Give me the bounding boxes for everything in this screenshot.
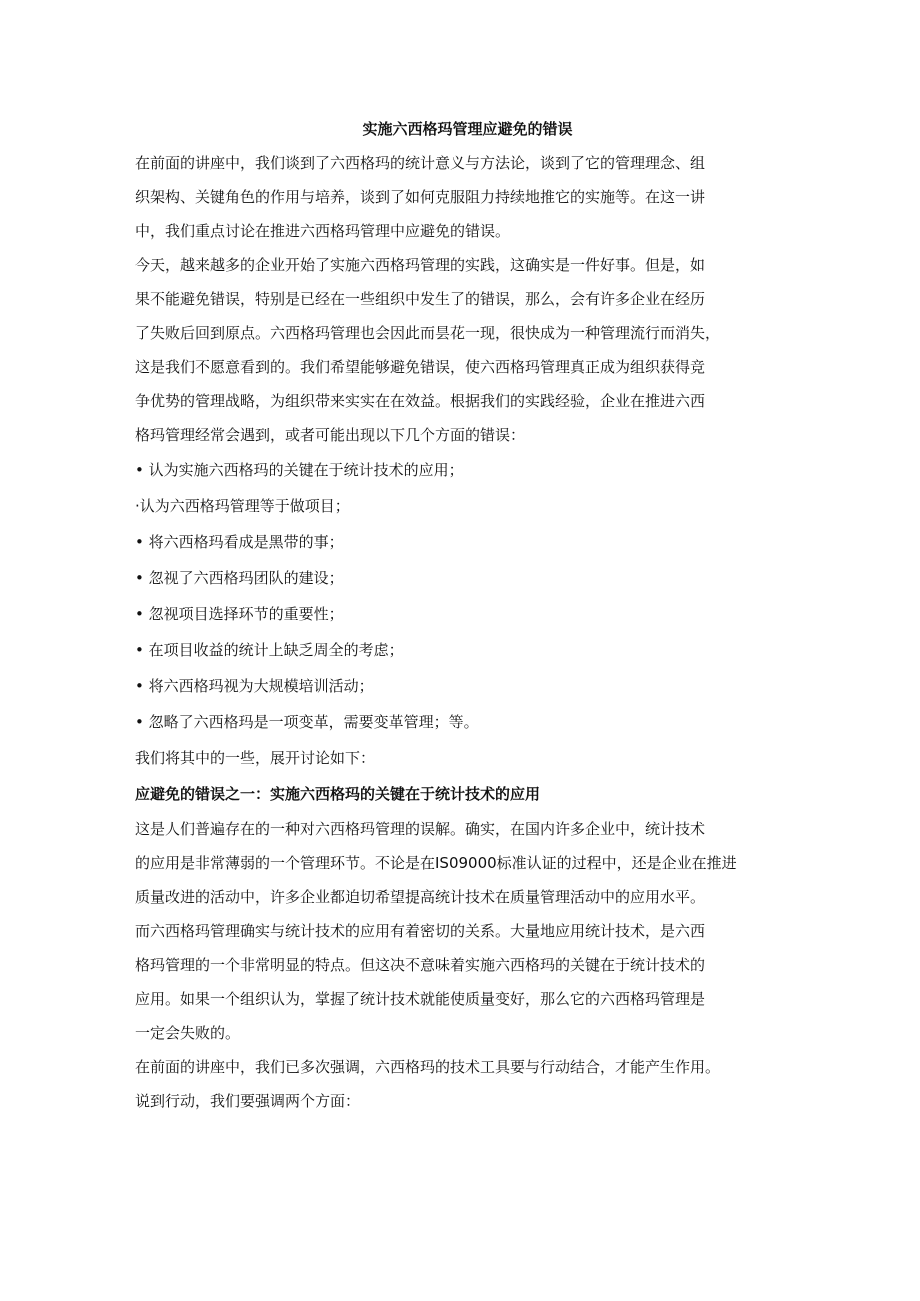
list-item: • 在项目收益的统计上缺乏周全的考虑； — [135, 641, 404, 659]
context-line: 今天，越来越多的企业开始了实施六西格玛管理的实践，这确实是一件好事。但是，如 — [135, 256, 706, 274]
closing-paragraph — [135, 1050, 800, 1118]
section1-paragraph — [135, 812, 800, 1050]
section1-line: 而六西格玛管理确实与统计技术的应用有着密切的关系。大量地应用统计技术，是六西 — [135, 922, 706, 940]
document-title: 实施六西格玛管理应避免的错误 — [362, 120, 573, 138]
document-content — [135, 112, 800, 1118]
section-heading: 应避免的错误之一：实施六西格玛的关键在于统计技术的应用 — [135, 785, 541, 803]
context-paragraph — [135, 248, 800, 452]
transition-text: 我们将其中的一些，展开讨论如下： — [135, 749, 376, 767]
list-item: • 将六西格玛视为大规模培训活动； — [135, 677, 374, 695]
section1-line: 的应用是非常薄弱的一个管理环节。不论是在IS09000标准认证的过程中，还是企业在推进 — [135, 854, 737, 872]
context-line: 格玛管理经常会遇到，或者可能出现以下几个方面的错误： — [135, 426, 526, 444]
context-line: 果不能避免错误，特别是已经在一些组织中发生了的错误，那么，会有许多企业在经历 — [135, 290, 706, 308]
list-item: • 将六西格玛看成是黑带的事； — [135, 533, 344, 551]
list-item: • 忽视了六西格玛团队的建设； — [135, 569, 344, 587]
intro-line: 在前面的讲座中，我们谈到了六西格玛的统计意义与方法论，谈到了它的管理理念、组 — [135, 154, 706, 172]
intro-line: 中，我们重点讨论在推进六西格玛管理中应避免的错误。 — [135, 222, 511, 240]
closing-line: 在前面的讲座中，我们已多次强调，六西格玛的技术工具要与行动结合，才能产生作用。 — [135, 1058, 721, 1076]
section1-line: 质量改进的活动中，许多企业都迫切希望提高统计技术在质量管理活动中的应用水平。 — [135, 888, 706, 906]
list-item: • 忽略了六西格玛是一项变革，需要变革管理；等。 — [135, 713, 479, 731]
list-item: • 认为实施六西格玛的关键在于统计技术的应用； — [135, 461, 464, 479]
list-item: ·认为六西格玛管理等于做项目； — [135, 497, 350, 515]
section1-line: 这是人们普遍存在的一种对六西格玛管理的误解。确实，在国内许多企业中，统计技术 — [135, 820, 706, 838]
section1-line: 格玛管理的一个非常明显的特点。但这决不意味着实施六西格玛的关键在于统计技术的 — [135, 956, 706, 974]
context-line: 这是我们不愿意看到的。我们希望能够避免错误，使六西格玛管理真正成为组织获得竞 — [135, 358, 706, 376]
section1-line: 一定会失败的。 — [135, 1024, 241, 1042]
closing-line: 说到行动，我们要强调两个方面： — [135, 1092, 361, 1110]
intro-line: 织架构、关键角色的作用与培养，谈到了如何克服阻力持续地推它的实施等。在这一讲 — [135, 188, 706, 206]
context-line: 了失败后回到原点。六西格玛管理也会因此而昙花一现，很快成为一种管理流行而消失， — [135, 324, 721, 342]
mistakes-list — [135, 452, 800, 740]
context-line: 争优势的管理战略，为组织带来实实在在效益。根据我们的实践经验，企业在推进六西 — [135, 392, 706, 410]
intro-paragraph — [135, 146, 800, 248]
section1-line: 应用。如果一个组织认为，掌握了统计技术就能使质量变好，那么它的六西格玛管理是 — [135, 990, 706, 1008]
list-item: • 忽视项目选择环节的重要性； — [135, 605, 344, 623]
